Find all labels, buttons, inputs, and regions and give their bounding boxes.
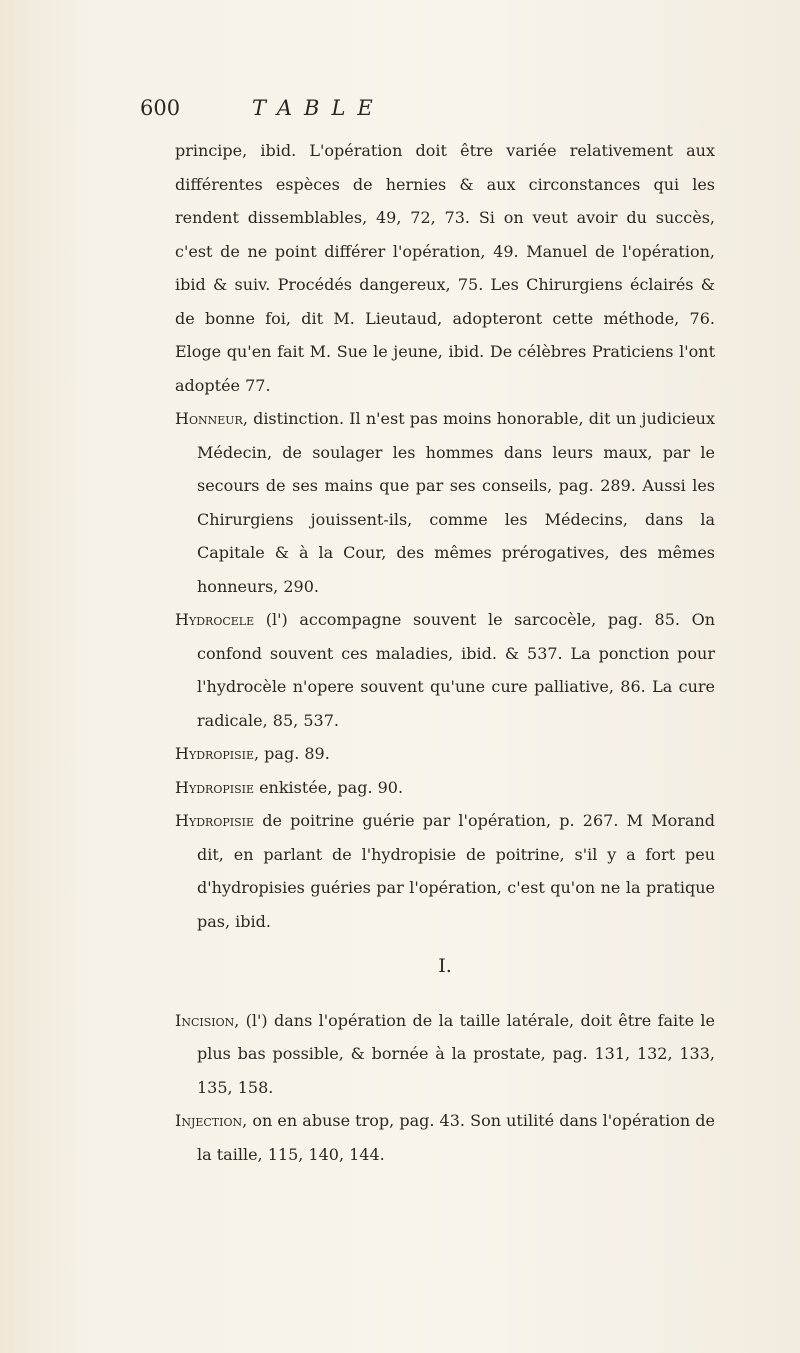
running-title: TABLE xyxy=(252,96,385,120)
index-entry-injection xyxy=(175,1104,715,1171)
entry-head: Injection xyxy=(175,1111,243,1130)
entry-text: , pag. 89. xyxy=(254,744,330,763)
entry-text: de poitrine guérie par l'opération, p. 267. M Morand dit, en parlant de l'hydropisie de poitrine, s'il y a fort peu d'hydropisies guéries par l'opération, c'est qu'on ne la pratique pas, ibid. xyxy=(197,811,715,931)
index-body xyxy=(175,134,715,1171)
entry-head: Hydrocele xyxy=(175,610,255,629)
entry-text: , on en abuse trop, pag. 43. Son utilité dans l'opération de la taille, 115, 140, 144. xyxy=(197,1111,715,1164)
index-entry-hydropisie xyxy=(175,737,715,771)
entry-text: , (l') dans l'opération de la taille latérale, doit être faite le plus bas possible, & bornée à la prostate, pag. 131, 132, 133, 135, 158. xyxy=(197,1010,715,1097)
entry-head: Hydropisie xyxy=(175,777,254,797)
page-number: 600 xyxy=(140,96,181,120)
index-entry-hydropisie-poitrine xyxy=(175,804,715,938)
index-entry-honneur xyxy=(175,402,715,603)
section-letter: I. xyxy=(438,955,452,977)
entry-head: Incision xyxy=(175,1010,235,1030)
entry-text: principe, ibid. L'opération doit être variée relativement aux différentes espèces de hernies & aux circonstances qui les rendent dissemblables, 49, 72, 73. Si on veut avoir du succès, c'est de ne point différer l'opération, 49. Manuel de l'opération, ibid & suiv. Procédés dangereux, 75. Les Chirurgiens éclairés & de bonne foi, dit M. Lieutaud, adopteront cette méthode, 76. Eloge qu'en fait M. Sue le jeune, ibid. De célèbres Praticiens l'ont adoptée 77. xyxy=(175,141,715,395)
entry-text: (l') accompagne souvent le sarcocèle, pag. 85. On confond souvent ces maladies, ibid. & 537. La ponction pour l'hydrocèle n'opere souvent qu'une cure palliative, 86. La cure radicale, 85, 537. xyxy=(197,610,715,730)
entry-head: Honneur xyxy=(175,409,243,428)
index-entry-hydrocele xyxy=(175,603,715,737)
entry-text: enkistée, pag. 90. xyxy=(254,777,404,797)
index-entry-continued xyxy=(175,134,715,402)
page-header xyxy=(140,96,740,132)
entry-head: Hydropisie xyxy=(175,744,254,763)
index-entry-hydropisie-enkistee xyxy=(175,771,715,805)
entry-text: , distinction. Il n'est pas moins honorable, dit un judicieux Médecin, de soulager les hommes dans leurs maux, par le secours de ses mains que par ses conseils, pag. 289. Aussi les Chirurgiens jouissent-ils, comme les Médecins, dans la Capitale & à la Cour, des mêmes prérogatives, des mêmes honneurs, 290. xyxy=(197,409,715,596)
entry-head: Hydropisie xyxy=(175,811,254,830)
index-entry-incision xyxy=(175,1004,715,1105)
